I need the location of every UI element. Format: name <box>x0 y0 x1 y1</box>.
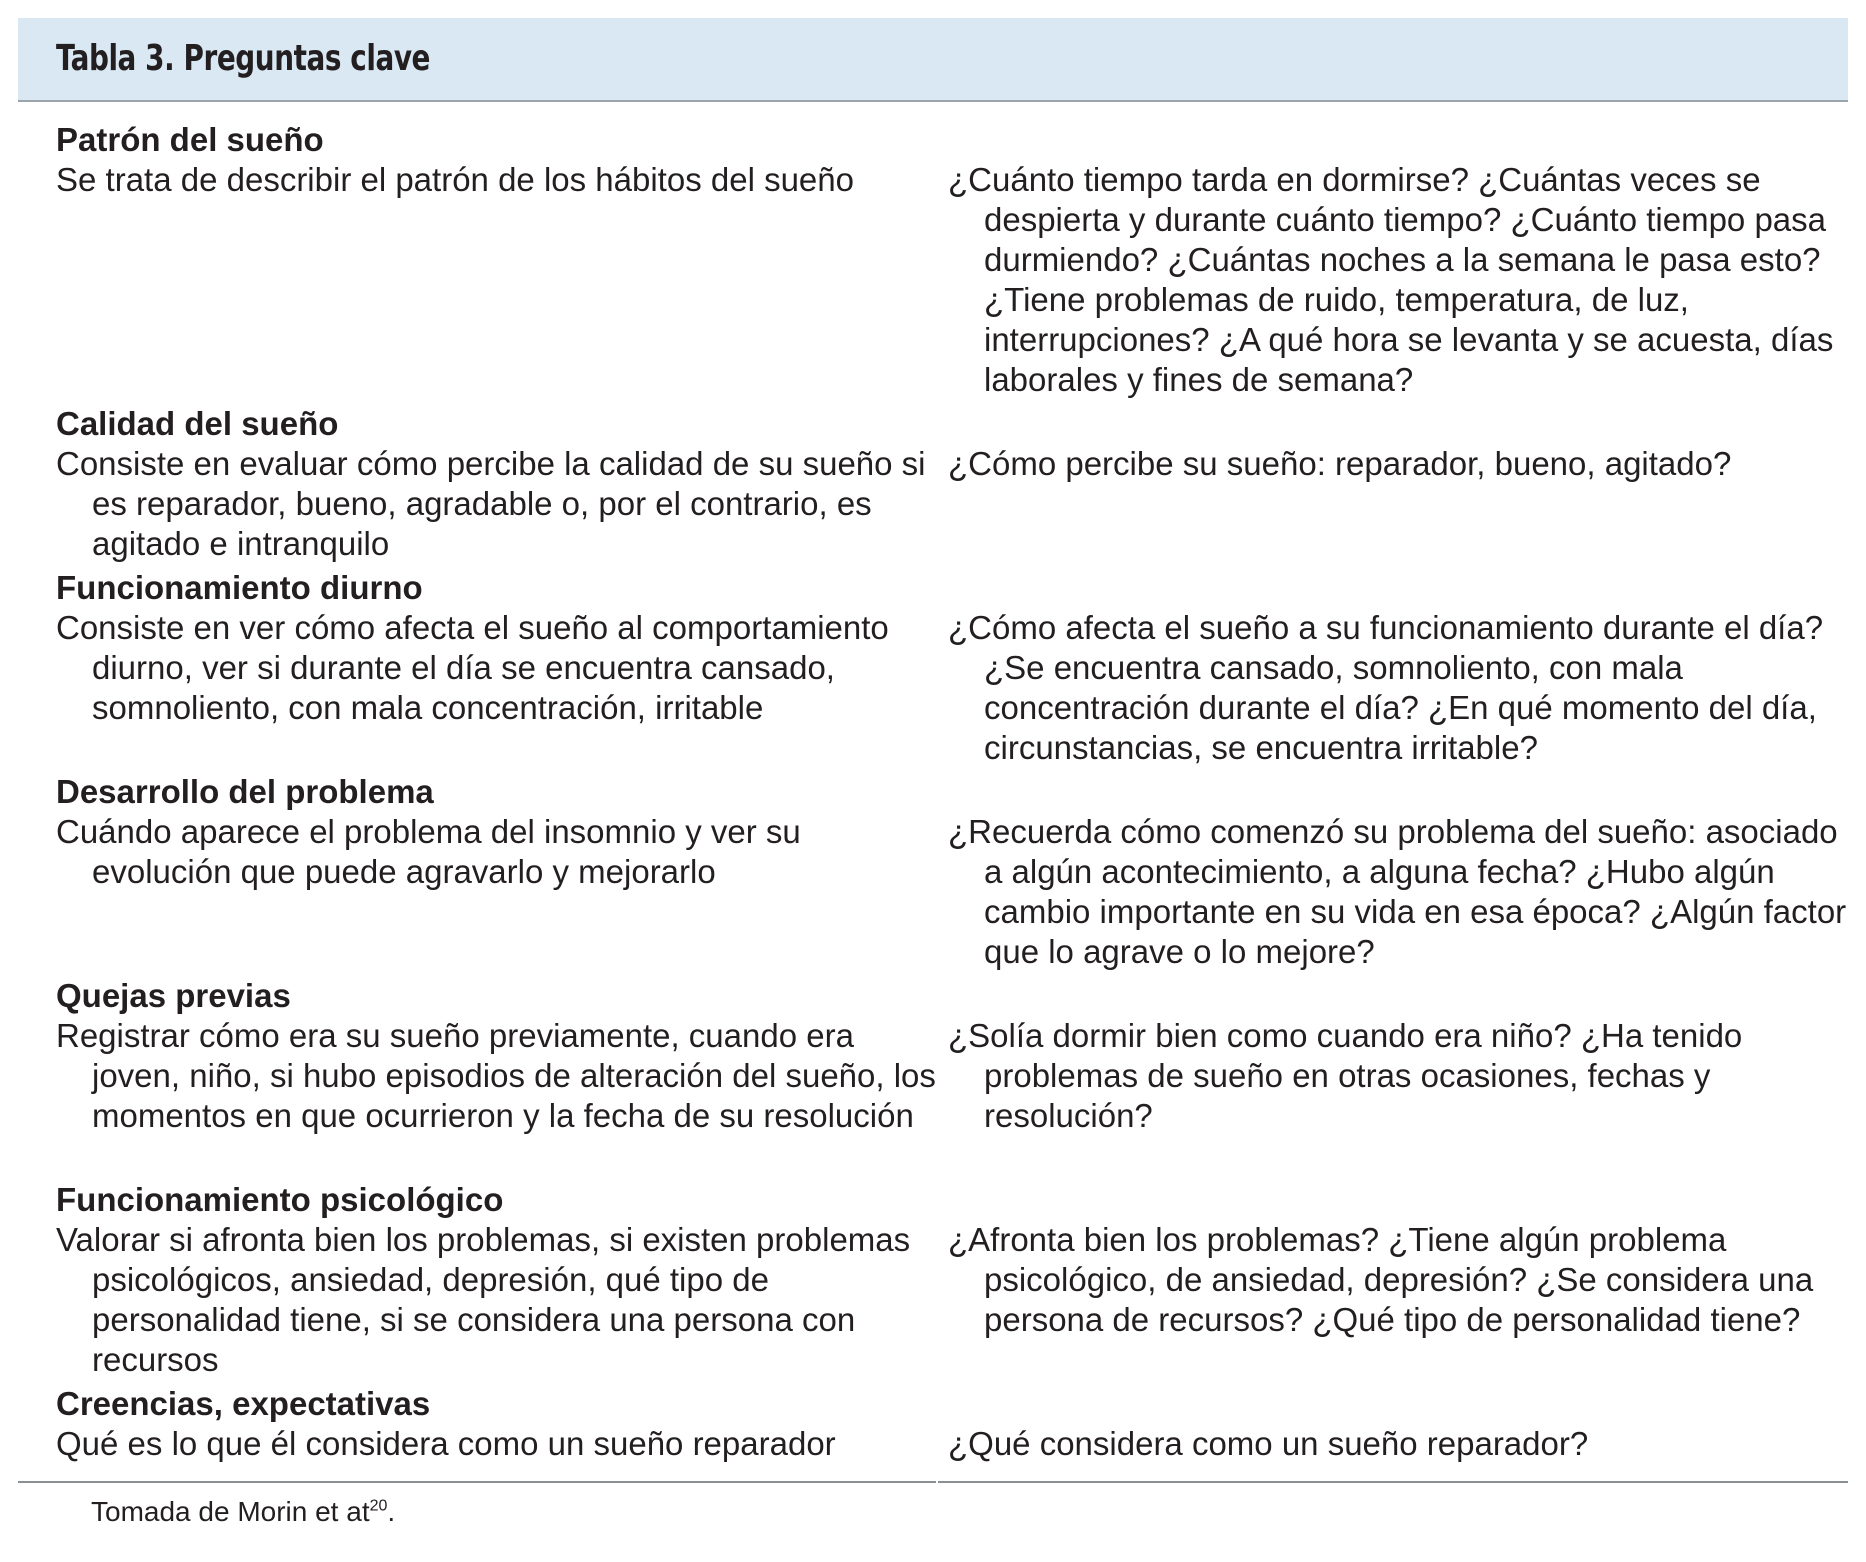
description-text: Registrar cómo era su sueño previamente, cuando era joven, niño, si hubo episodios de alteración del sueño, los momentos en que ocurrieron y la fecha de su resolución <box>56 1017 936 1134</box>
table-footnote <box>91 1496 395 1528</box>
footnote-text: Tomada de Morin et at <box>91 1496 370 1527</box>
table-title: Tabla 3. Preguntas clave <box>56 38 431 79</box>
questions-text: ¿Cómo afecta el sueño a su funcionamiento durante el día? ¿Se encuentra cansado, somnoliento, con mala concentración durante el día? ¿En qué momento del día, circunstancias, se encuentra irritable? <box>948 609 1824 766</box>
footnote-ref: 20 <box>369 1497 388 1515</box>
section-description <box>18 812 948 972</box>
section-description <box>18 608 948 768</box>
section-sleep-pattern <box>18 120 1848 404</box>
section-questions <box>948 444 1848 564</box>
description-text: Consiste en evaluar cómo percibe la calidad de su sueño si es reparador, bueno, agradable o, por el contrario, es agitado e intranquilo <box>56 445 926 562</box>
section-questions <box>948 812 1848 972</box>
section-row <box>18 160 1848 400</box>
description-text: Qué es lo que él considera como un sueño reparador <box>56 1425 836 1462</box>
section-sleep-quality <box>18 404 1848 568</box>
questions-text: ¿Cómo percibe su sueño: reparador, bueno, agitado? <box>948 445 1732 482</box>
questions-text: ¿Afronta bien los problemas? ¿Tiene algún problema psicológico, de ansiedad, depresión? ¿Se considera una persona de recursos? ¿Qué tipo de personalidad tiene? <box>948 1221 1814 1338</box>
questions-text: ¿Solía dormir bien como cuando era niño? ¿Ha tenido problemas de sueño en otras ocasiones, fechas y resolución? <box>948 1017 1743 1134</box>
table-header <box>18 18 1848 102</box>
section-questions <box>948 1220 1848 1380</box>
section-row <box>18 608 1848 768</box>
section-row <box>18 812 1848 972</box>
description-text: Consiste en ver cómo afecta el sueño al comportamiento diurno, ver si durante el día se encuentra cansado, somnoliento, con mala concentración, irritable <box>56 609 889 726</box>
table-body <box>18 120 1848 1468</box>
section-title: Desarrollo del problema <box>56 773 434 810</box>
questions-text: ¿Qué considera como un sueño reparador? <box>948 1425 1589 1462</box>
section-title: Funcionamiento psicológico <box>56 1181 504 1218</box>
section-title: Calidad del sueño <box>56 405 339 442</box>
section-problem-development <box>18 772 1848 976</box>
section-title: Patrón del sueño <box>56 121 324 158</box>
section-description <box>18 444 948 564</box>
questions-text: ¿Cuánto tiempo tarda en dormirse? ¿Cuántas veces se despierta y durante cuánto tiempo? ¿Cuánto tiempo pasa durmiendo? ¿Cuántas noches a la semana le pasa esto? ¿Tiene problemas de ruido, temperatura, de luz, interrupciones? ¿A qué hora se levanta y se acuesta, días laborales y fines de semana? <box>948 161 1834 398</box>
section-description <box>18 1424 948 1464</box>
section-description <box>18 160 948 400</box>
section-row <box>18 1220 1848 1380</box>
section-title: Quejas previas <box>56 977 291 1014</box>
section-daytime-functioning <box>18 568 1848 772</box>
section-title: Funcionamiento diurno <box>56 569 423 606</box>
section-row <box>18 1424 1848 1464</box>
description-text: Valorar si afronta bien los problemas, si existen problemas psicológicos, ansiedad, depresión, qué tipo de personalidad tiene, si se considera una persona con recursos <box>56 1221 911 1378</box>
section-questions <box>948 608 1848 768</box>
section-title: Creencias, expectativas <box>56 1385 431 1422</box>
description-text: Cuándo aparece el problema del insomnio y ver su evolución que puede agravarlo y mejorarlo <box>56 813 801 890</box>
questions-text: ¿Recuerda cómo comenzó su problema del sueño: asociado a algún acontecimiento, a alguna fecha? ¿Hubo algún cambio importante en su vida en esa época? ¿Algún factor que lo agrave o lo mejore? <box>948 813 1847 970</box>
section-description <box>18 1016 948 1136</box>
bottom-rule-right <box>938 1481 1848 1483</box>
section-beliefs-expectations <box>18 1384 1848 1468</box>
section-row <box>18 1016 1848 1136</box>
bottom-rule-left <box>18 1481 936 1483</box>
section-description <box>18 1220 948 1380</box>
footnote-end: . <box>387 1496 396 1527</box>
section-questions <box>948 160 1848 400</box>
section-row <box>18 444 1848 564</box>
section-psychological-functioning <box>18 1180 1848 1384</box>
section-previous-complaints <box>18 976 1848 1180</box>
section-questions <box>948 1016 1848 1136</box>
description-text: Se trata de describir el patrón de los hábitos del sueño <box>56 161 854 198</box>
section-questions <box>948 1424 1848 1464</box>
